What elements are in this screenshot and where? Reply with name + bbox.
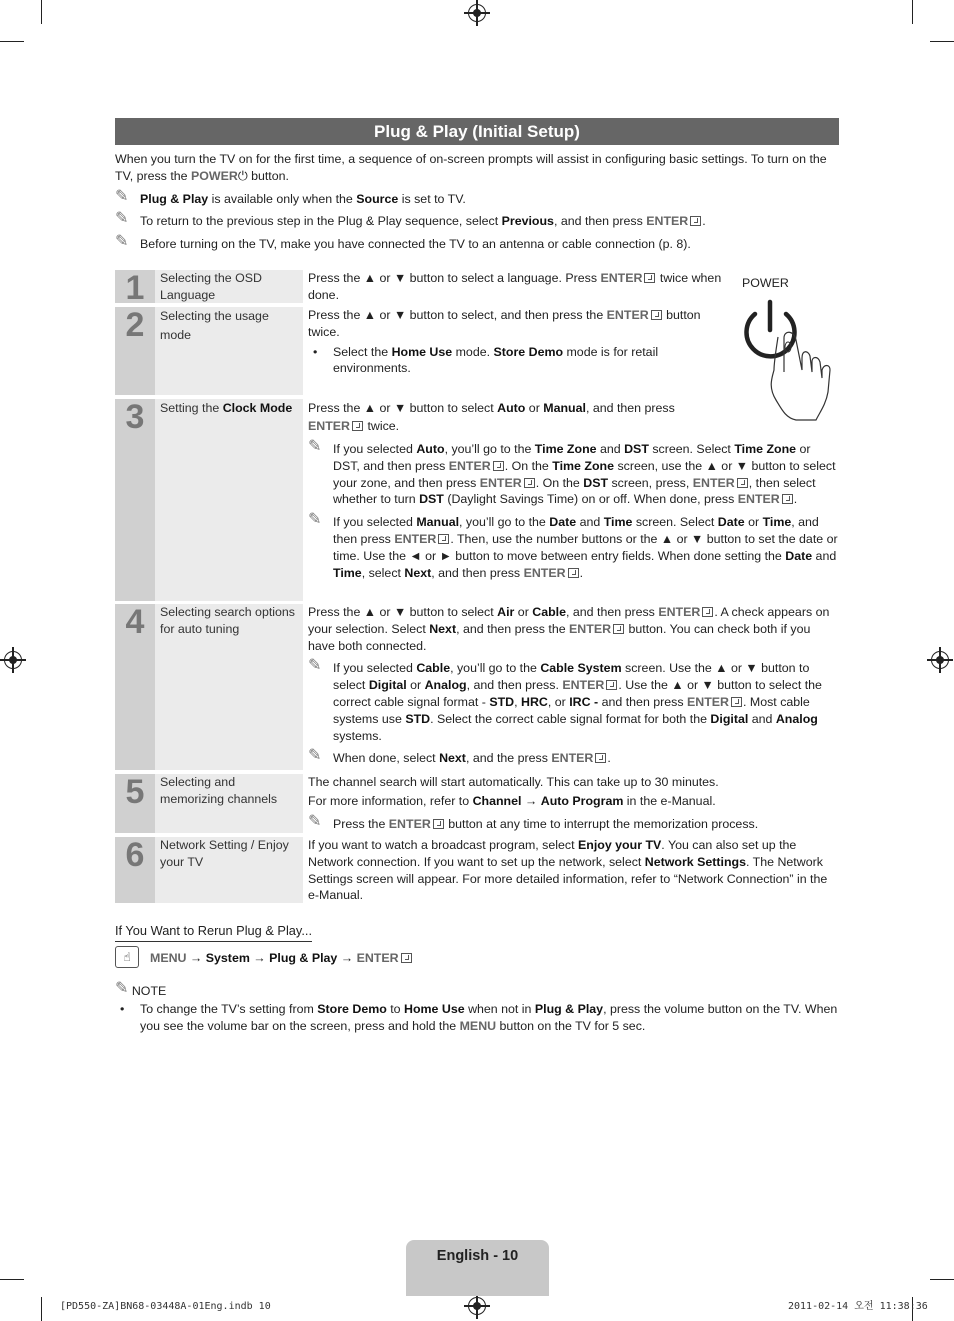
step-label: Selecting search options for auto tuning bbox=[155, 604, 303, 770]
note-item: ✎ To return to the previous step in the Plug & Play sequence, select Previous, and then press ENTER . bbox=[115, 208, 706, 229]
note-item: ✎ Press the ENTER button at any time to interrupt the memorization process. bbox=[308, 810, 759, 831]
crop-mark bbox=[930, 41, 954, 42]
page-number: English - 10 bbox=[406, 1240, 549, 1296]
pencil-note-icon: ✎ bbox=[308, 509, 322, 529]
note-bullet: • To change the TV’s setting from Store Demo to Home Use when not in Plug & Play, press the volume button on the TV. When you see the volume bar on the screen, press and hold the MENU button on the TV for 5 sec. bbox=[115, 1001, 839, 1035]
crop-mark bbox=[0, 1279, 24, 1280]
step-description: If you want to watch a broadcast program, select Enjoy your TV. You can also set up the Network connection. If you want to set up the network, select Network Settings. The Network Settings screen will appear. For more detailed information, refer to “Network Connection” in the e-Manual. bbox=[308, 838, 828, 903]
enter-icon bbox=[433, 819, 444, 829]
registration-mark-icon bbox=[468, 4, 486, 22]
enter-icon bbox=[690, 216, 701, 226]
step-label: Selecting the usage mode bbox=[155, 307, 303, 395]
intro-text: When you turn the TV on for the first time, a sequence of on-screen prompts will assist in configuring basic settings. To turn on the TV, press the POWER⏻ button. bbox=[115, 152, 827, 183]
step-text: The channel search will start automatically. This can take up to 30 minutes. bbox=[308, 775, 719, 789]
enter-icon bbox=[737, 478, 748, 488]
registration-mark-icon bbox=[4, 651, 22, 669]
pencil-note-icon: ✎ bbox=[115, 185, 129, 205]
note-item: ✎ When done, select Next, and the press ENTER . bbox=[308, 745, 611, 766]
page-title: Plug & Play (Initial Setup) bbox=[115, 118, 839, 145]
crop-mark bbox=[41, 1297, 42, 1321]
rerun-heading: If You Want to Rerun Plug & Play... bbox=[115, 923, 312, 942]
enter-icon bbox=[568, 568, 579, 578]
enter-icon bbox=[613, 624, 624, 634]
footer-file: [PD550-ZA]BN68-03448A-01Eng.indb 10 bbox=[60, 1301, 271, 1312]
step-number: 5 bbox=[115, 774, 155, 833]
enter-icon bbox=[595, 753, 606, 763]
note-heading: ✎ NOTE bbox=[115, 978, 167, 998]
step-row-6 bbox=[115, 837, 839, 903]
note-item: ✎ If you selected Manual, you’ll go to the Date and Time screen. Select Date or Time, and then press ENTER . Then, use the number buttons or the ▲ or ▼ button to set the date or time. Use the ◄ or ► button to move between entry fields. When done setting the Date and Time, select Next, and then press ENTER . bbox=[308, 509, 838, 580]
bullet-item: • Select the Home Use mode. Store Demo mode is for retail environments. bbox=[308, 344, 733, 378]
enter-icon bbox=[438, 534, 449, 544]
menu-hand-icon: ☝ bbox=[115, 946, 139, 968]
registration-mark-icon bbox=[468, 1297, 486, 1315]
step-row-5 bbox=[115, 774, 839, 833]
pencil-note-icon: ✎ bbox=[115, 208, 129, 228]
step-row-4 bbox=[115, 604, 839, 770]
step-label: Network Setting / Enjoy your TV bbox=[155, 837, 303, 903]
pencil-note-icon: ✎ bbox=[115, 231, 129, 251]
note-item: ✎ Before turning on the TV, make you have connected the TV to an antenna or cable connection (p. 8). bbox=[115, 231, 691, 252]
enter-icon bbox=[651, 310, 662, 320]
step-description: Press the ▲ or ▼ button to select a language. Press ENTER twice when done. bbox=[308, 271, 722, 302]
registration-mark-icon bbox=[931, 651, 949, 669]
step-number: 2 bbox=[115, 307, 155, 395]
step-description: Press the ▲ or ▼ button to select Auto or Manual, and then press ENTER twice. ✎ If you selected Auto, you’ll go to the Time Zone and DST screen. Select Time Zone or DST, and then press ENTER . On the Time Zone screen, use the ▲ or ▼ button to select your zone, and then press ENTER . On the DST screen, press, ENTER , then select whether to turn DST (Daylight Savings Time) on or off. When done, press ENTER . ✎ If you selected Manual, you’ll go to the Date and Time screen. Select Date or Time, and then press ENTER . Then, use the number buttons or the ▲ or ▼ button to set the date or time. Use the ◄ or ► button to move between entry fields. When done setting the Date and Time, select Next, and then press ENTER . bbox=[308, 401, 838, 580]
power-icon: ⏻ bbox=[237, 167, 248, 183]
step-description: Press the ▲ or ▼ button to select Air or Cable, and then press ENTER . A check appears on your selection. Select Next, and then press the ENTER button. You can check both if you have both connected. ✎ If you selected Cable, you’ll go to the Cable System screen. Use the ▲ or ▼ button to select Digital or Analog, and then press. ENTER . Use the ▲ or ▼ button to select the correct cable signal format - STD, HRC, or IRC - and then press ENTER . Most cable systems use STD. Select the correct cable signal format for both the Digital and Analog systems. ✎ When done, select Next, and the press ENTER . bbox=[308, 604, 839, 767]
crop-mark bbox=[41, 0, 42, 24]
step-number: 3 bbox=[115, 399, 155, 601]
pencil-note-icon: ✎ bbox=[115, 978, 129, 997]
step-row-1 bbox=[115, 269, 839, 307]
crop-mark bbox=[930, 1279, 954, 1280]
step-label: Selecting and memorizing channels bbox=[155, 774, 303, 833]
enter-icon bbox=[352, 421, 363, 431]
step-number: 6 bbox=[115, 837, 155, 903]
step-row-2 bbox=[115, 307, 839, 395]
enter-icon bbox=[401, 953, 412, 963]
step-label: Selecting the OSD Language bbox=[155, 270, 303, 303]
pencil-note-icon: ✎ bbox=[308, 810, 322, 830]
step-row-3 bbox=[115, 399, 839, 601]
enter-icon bbox=[731, 697, 742, 707]
step-number: 4 bbox=[115, 604, 155, 770]
enter-icon bbox=[493, 461, 504, 471]
enter-icon bbox=[524, 478, 535, 488]
note-item: ✎ If you selected Cable, you’ll go to the Cable System screen. Use the ▲ or ▼ button to select Digital or Analog, and then press. ENTER . Use the ▲ or ▼ button to select the correct cable signal format - STD, HRC, or IRC - and then press ENTER . Most cable systems use STD. Select the correct cable signal format for both the Digital and Analog systems. bbox=[308, 655, 822, 743]
footer-date: 2011-02-14 오전 11:38:36 bbox=[788, 1301, 928, 1312]
rerun-menu-path: MENU → System → Plug & Play → ENTER bbox=[150, 950, 413, 967]
power-label: POWER bbox=[742, 276, 789, 290]
pencil-note-icon: ✎ bbox=[308, 655, 322, 675]
intro-section bbox=[115, 151, 839, 253]
crop-mark bbox=[912, 0, 913, 24]
note-item: ✎ Plug & Play is available only when the Source is set to TV. bbox=[115, 185, 466, 206]
enter-icon bbox=[702, 607, 713, 617]
step-description: Press the ▲ or ▼ button to select, and then press the ENTER button twice. • Select the Home Use mode. Store Demo mode is for retail environments. bbox=[308, 307, 733, 377]
enter-icon bbox=[644, 273, 655, 283]
pencil-note-icon: ✎ bbox=[308, 745, 322, 765]
step-description: The channel search will start automatically. This can take up to 30 minutes. For more information, refer to Channel → Auto Program in the e-Manual. ✎ Press the ENTER button at any time to interrupt the memorization process. bbox=[308, 774, 839, 832]
pencil-note-icon: ✎ bbox=[308, 436, 322, 455]
enter-icon bbox=[782, 494, 793, 504]
step-number: 1 bbox=[115, 270, 155, 303]
step-label: Setting the Clock Mode bbox=[155, 399, 303, 601]
enter-icon bbox=[606, 680, 617, 690]
crop-mark bbox=[0, 41, 24, 42]
note-item: ✎ If you selected Auto, you’ll go to the Time Zone and DST screen. Select Time Zone or DST, and then press ENTER . On the Time Zone screen, use the ▲ or ▼ button to select your zone, and then press ENTER . On the DST screen, press, ENTER , then select whether to turn DST (Daylight Savings Time) on or off. When done, press ENTER . bbox=[308, 436, 836, 507]
